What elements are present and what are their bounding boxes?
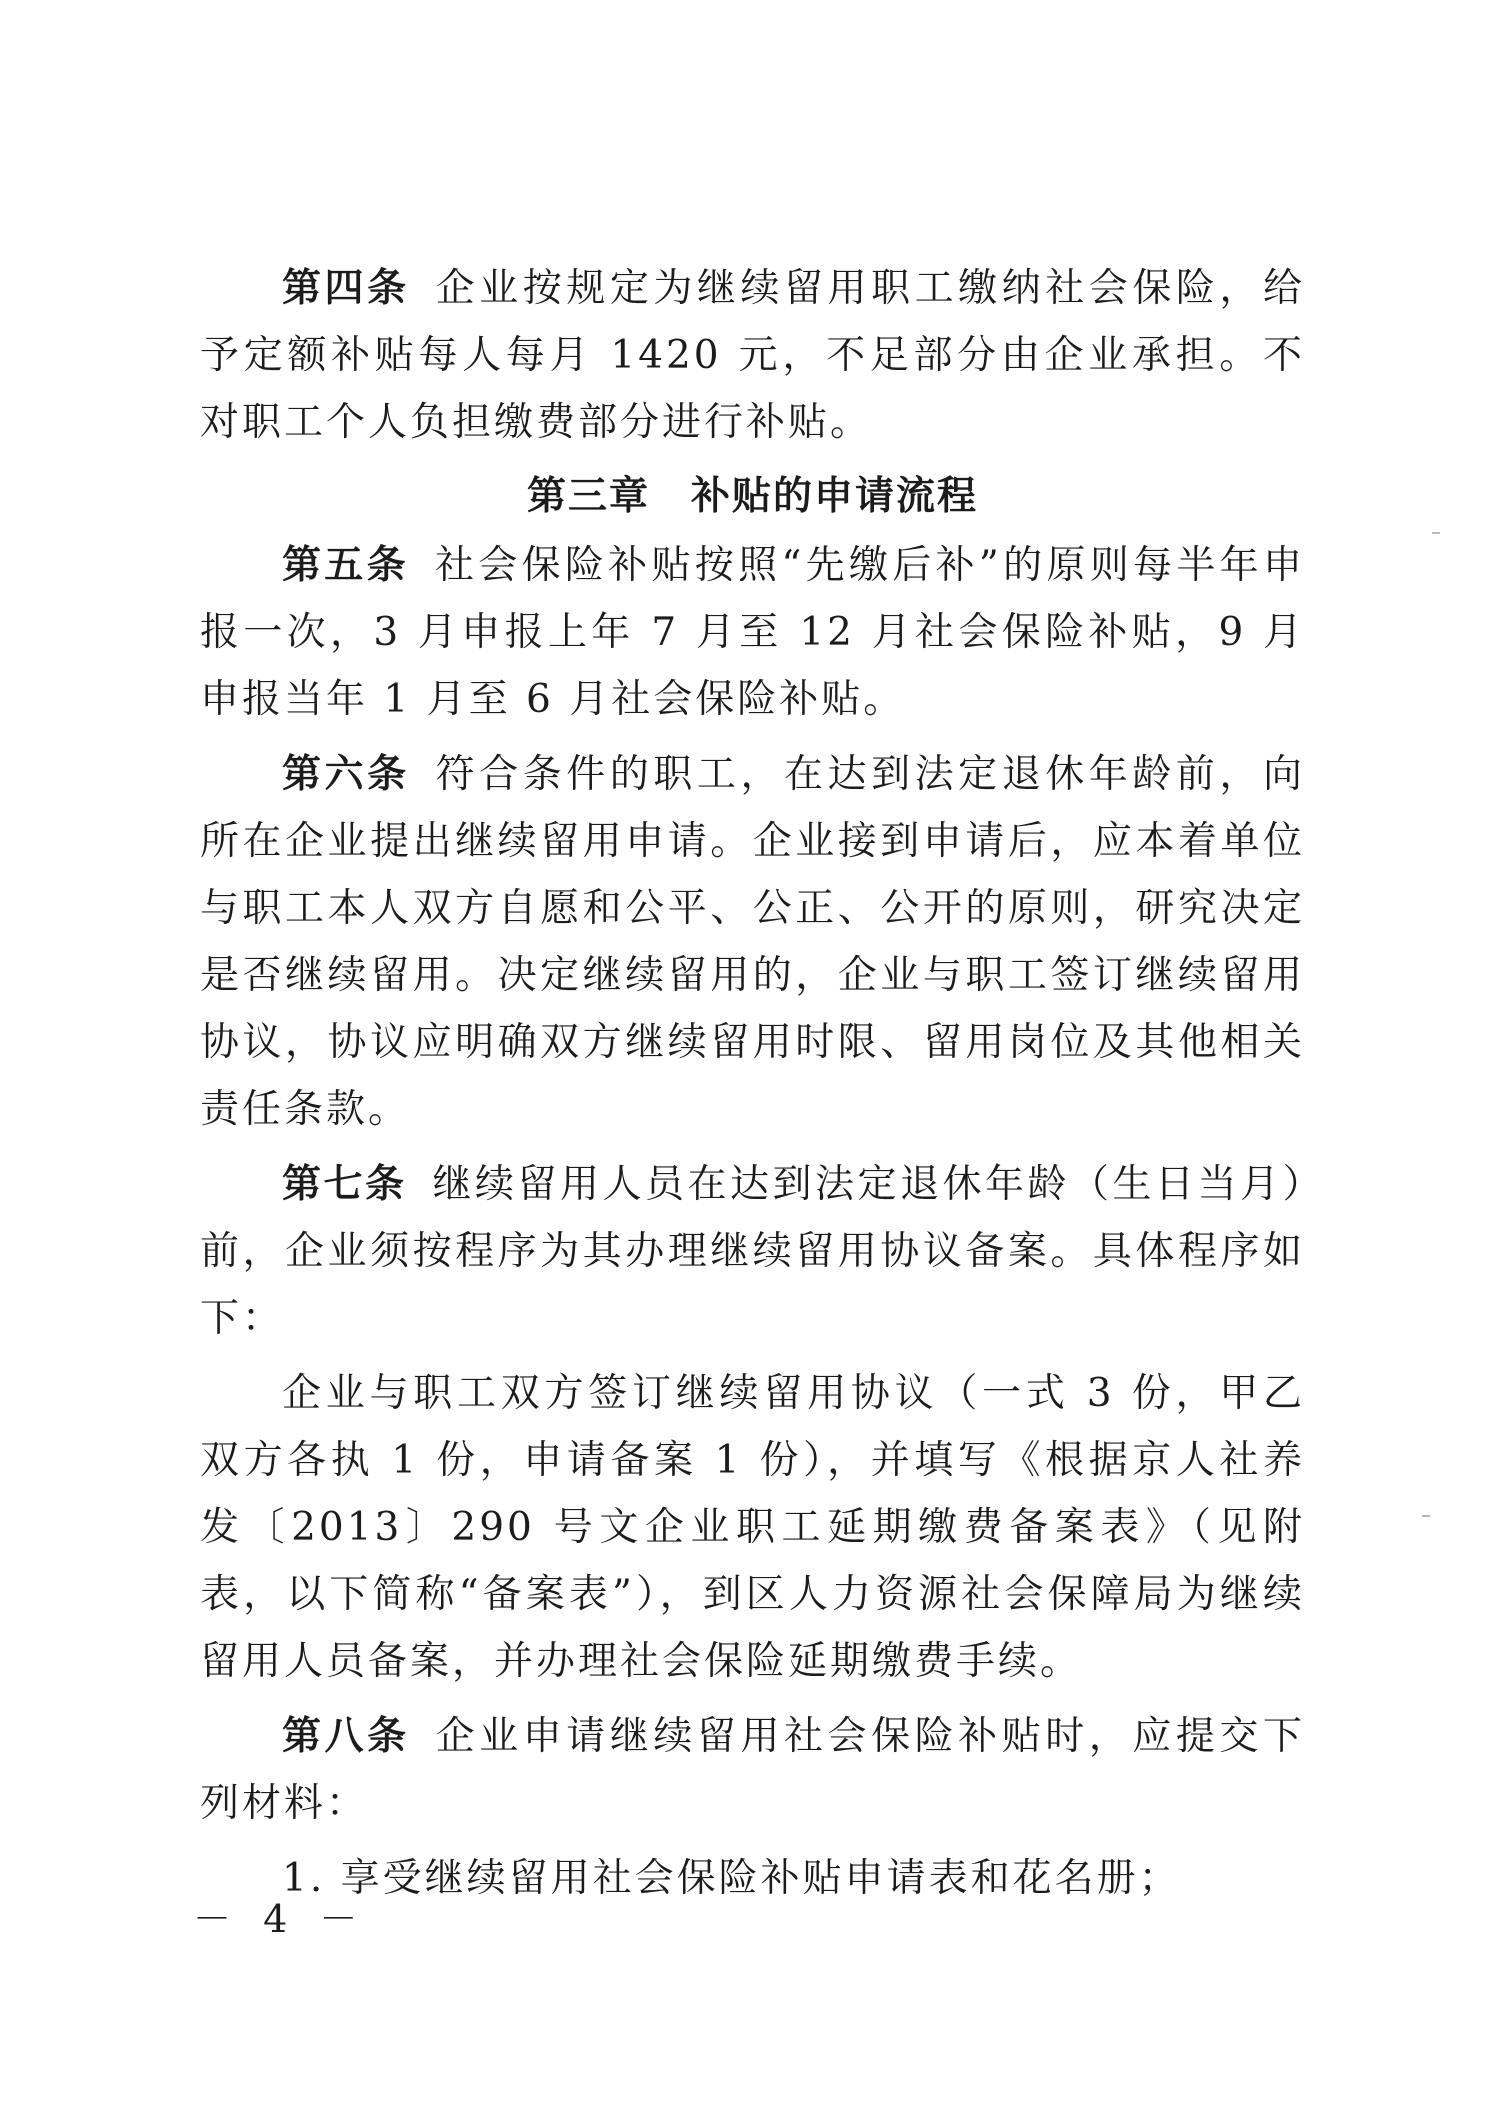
article-text: 企业申请继续留用社会保险补贴时，应提交下列材料： [200,1714,1305,1826]
article-text: 符合条件的职工，在达到法定退休年龄前，向所在企业提出继续留用申请。企业接到申请后，应本着单位与职工本人双方自愿和公平、公正、公开的原则，研究决定是否继续留用。决定继续留用的，企业与职工签订继续留用协议，协议应明确双方继续留用时限、留用岗位及其他相关责任条款。 [200,752,1305,1132]
article-5 [200,532,1305,733]
article-heading: 第八条 [282,1714,410,1759]
document-body [200,255,1305,1912]
article-heading: 第七条 [282,1162,407,1207]
page-number: － 4 － [193,1897,368,1941]
scan-speck [1422,1515,1430,1517]
article-text: 企业按规定为继续留用职工缴纳社会保险，给予定额补贴每人每月 1420 元，不足部分由企业承担。不对职工个人负担缴费部分进行补贴。 [200,266,1305,445]
article-heading: 第六条 [282,752,410,797]
chapter-title: 第三章 补贴的申请流程 [526,474,978,519]
article-text: 继续留用人员在达到法定退休年龄（生日当月）前，企业须按程序为其办理继续留用协议备案。具体程序如下： [200,1162,1305,1341]
procedure-paragraph: 企业与职工双方签订继续留用协议（一式 3 份，甲乙双方各执 1 份，申请备案 1 份），并填写《根据京人社养发〔2013〕290 号文企业职工延期缴费备案表》（见附表，以下简称“备案表”），到区人力资源社会保障局为继续留用人员备案，并办理社会保险延期缴费手续。 [200,1371,1305,1684]
article-6 [200,741,1305,1143]
article-7 [200,1151,1305,1352]
article-heading: 第五条 [282,543,409,588]
scan-speck [1432,532,1440,534]
article-text: 社会保险补贴按照“先缴后补”的原则每半年申报一次，3 月申报上年 7 月至 12 月社会保险补贴，9 月申报当年 1 月至 6 月社会保险补贴。 [200,543,1305,722]
article-4 [200,255,1305,456]
article-8 [200,1703,1305,1837]
article-heading: 第四条 [282,266,410,311]
list-item: 1. 享受继续留用社会保险补贴申请表和花名册； [282,1856,1181,1901]
